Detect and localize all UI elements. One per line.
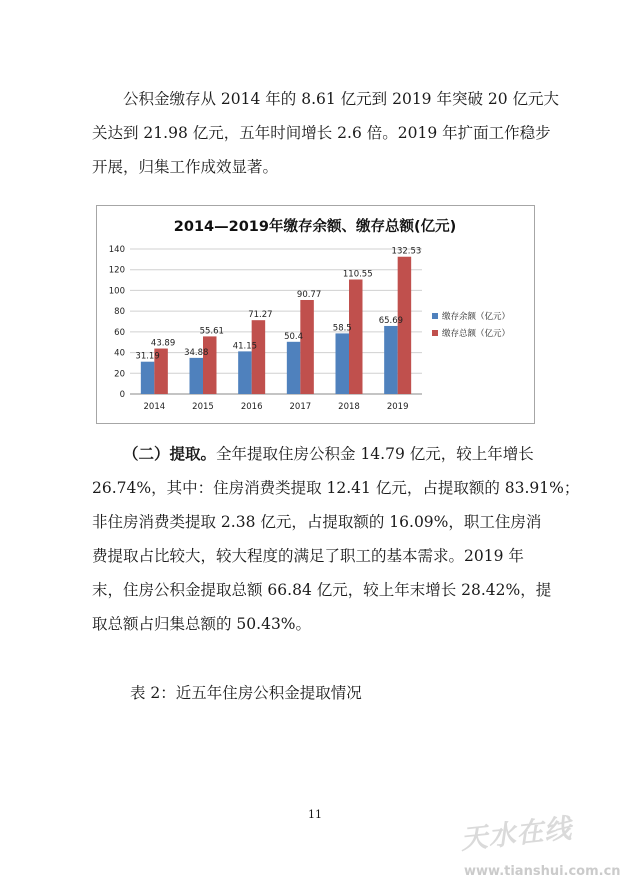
y-tick-label: 100 (108, 286, 125, 297)
chart-data-labels (135, 247, 421, 362)
data-label: 43.89 (150, 338, 176, 349)
data-label: 71.27 (248, 310, 273, 321)
bar-total-2017 (300, 300, 314, 394)
paragraph-line (92, 437, 552, 471)
data-label: 55.61 (199, 326, 224, 337)
paragraph-line: 取总额占归集总额的 50.43%。 (92, 615, 312, 633)
bar-balance-2017 (287, 342, 301, 394)
bar-balance-2014 (141, 362, 155, 394)
x-tick-label: 2014 (143, 402, 166, 412)
site-watermark (438, 812, 623, 890)
bar-balance-2018 (336, 333, 350, 394)
legend-swatch (432, 313, 438, 319)
data-label: 65.69 (378, 315, 404, 326)
paragraph-line-text: 全年提取住房公积金 14.79 亿元，较上年增长 (216, 445, 534, 463)
paragraph-withdrawal (92, 437, 580, 641)
page-number: 11 (308, 808, 322, 821)
paragraph-line: 非住房消费类提取 2.38 亿元，占提取额的 16.09%，职工住房消 (92, 513, 542, 531)
paragraph-deposit (92, 82, 560, 184)
chart-x-axis (144, 402, 409, 412)
data-label: 34.88 (184, 347, 209, 358)
chart-canvas (97, 206, 534, 423)
paragraph-line: 末，住房公积金提取总额 66.84 亿元，较上年末增长 28.42%，提 (92, 581, 552, 599)
x-tick-label: 2016 (240, 402, 263, 412)
bar-balance-2016 (238, 351, 252, 394)
data-label: 90.77 (296, 289, 322, 300)
data-label: 31.19 (135, 351, 160, 362)
y-tick-label: 120 (108, 265, 125, 276)
bar-total-2016 (252, 320, 266, 394)
y-tick-label: 0 (119, 390, 125, 400)
bar-balance-2015 (190, 358, 204, 394)
table-caption: 表 2：近五年住房公积金提取情况 (130, 684, 362, 702)
data-label: 132.53 (391, 246, 422, 257)
y-tick-label: 80 (114, 307, 125, 318)
y-tick-label: 60 (114, 327, 125, 338)
paragraph-line: 关达到 21.98 亿元，五年时间增长 2.6 倍。2019 年扩面工作稳步 (92, 124, 551, 142)
y-tick-label: 140 (108, 245, 125, 255)
x-tick-label: 2017 (289, 402, 312, 412)
y-tick-label: 40 (114, 348, 125, 359)
legend-label: 缴存总额（亿元） (442, 329, 511, 339)
bar-total-2015 (203, 336, 217, 394)
data-label: 58.5 (332, 323, 352, 334)
watermark-logo: 天水在线 (459, 813, 574, 856)
paragraph-line: 26.74%，其中：住房消费类提取 12.41 亿元，占提取额的 83.91%； (92, 479, 580, 497)
section-heading: （二）提取。 (123, 444, 217, 463)
deposit-chart (96, 205, 535, 424)
x-tick-label: 2019 (386, 402, 409, 412)
chart-title: 2014—2019年缴存余额、缴存总额(亿元) (173, 219, 457, 235)
paragraph-line: 开展，归集工作成效显著。 (92, 158, 279, 176)
legend-label: 缴存余额（亿元） (442, 312, 511, 322)
bar-balance-2019 (384, 326, 398, 394)
watermark-url: www.tianshui.com.cn (464, 864, 621, 879)
paragraph-line: 公积金缴存从 2014 年的 8.61 亿元到 2019 年突破 20 亿元大 (123, 90, 560, 108)
data-label: 50.4 (284, 331, 304, 342)
x-tick-label: 2015 (192, 402, 214, 412)
legend-swatch (432, 330, 438, 336)
data-label: 41.15 (232, 341, 258, 352)
y-tick-label: 20 (114, 369, 125, 380)
bar-total-2018 (349, 280, 363, 394)
paragraph-line: 费提取占比较大，较大程度的满足了职工的基本需求。2019 年 (92, 547, 524, 565)
x-tick-label: 2018 (338, 402, 360, 412)
chart-legend (432, 311, 510, 339)
data-label: 110.55 (342, 269, 373, 280)
